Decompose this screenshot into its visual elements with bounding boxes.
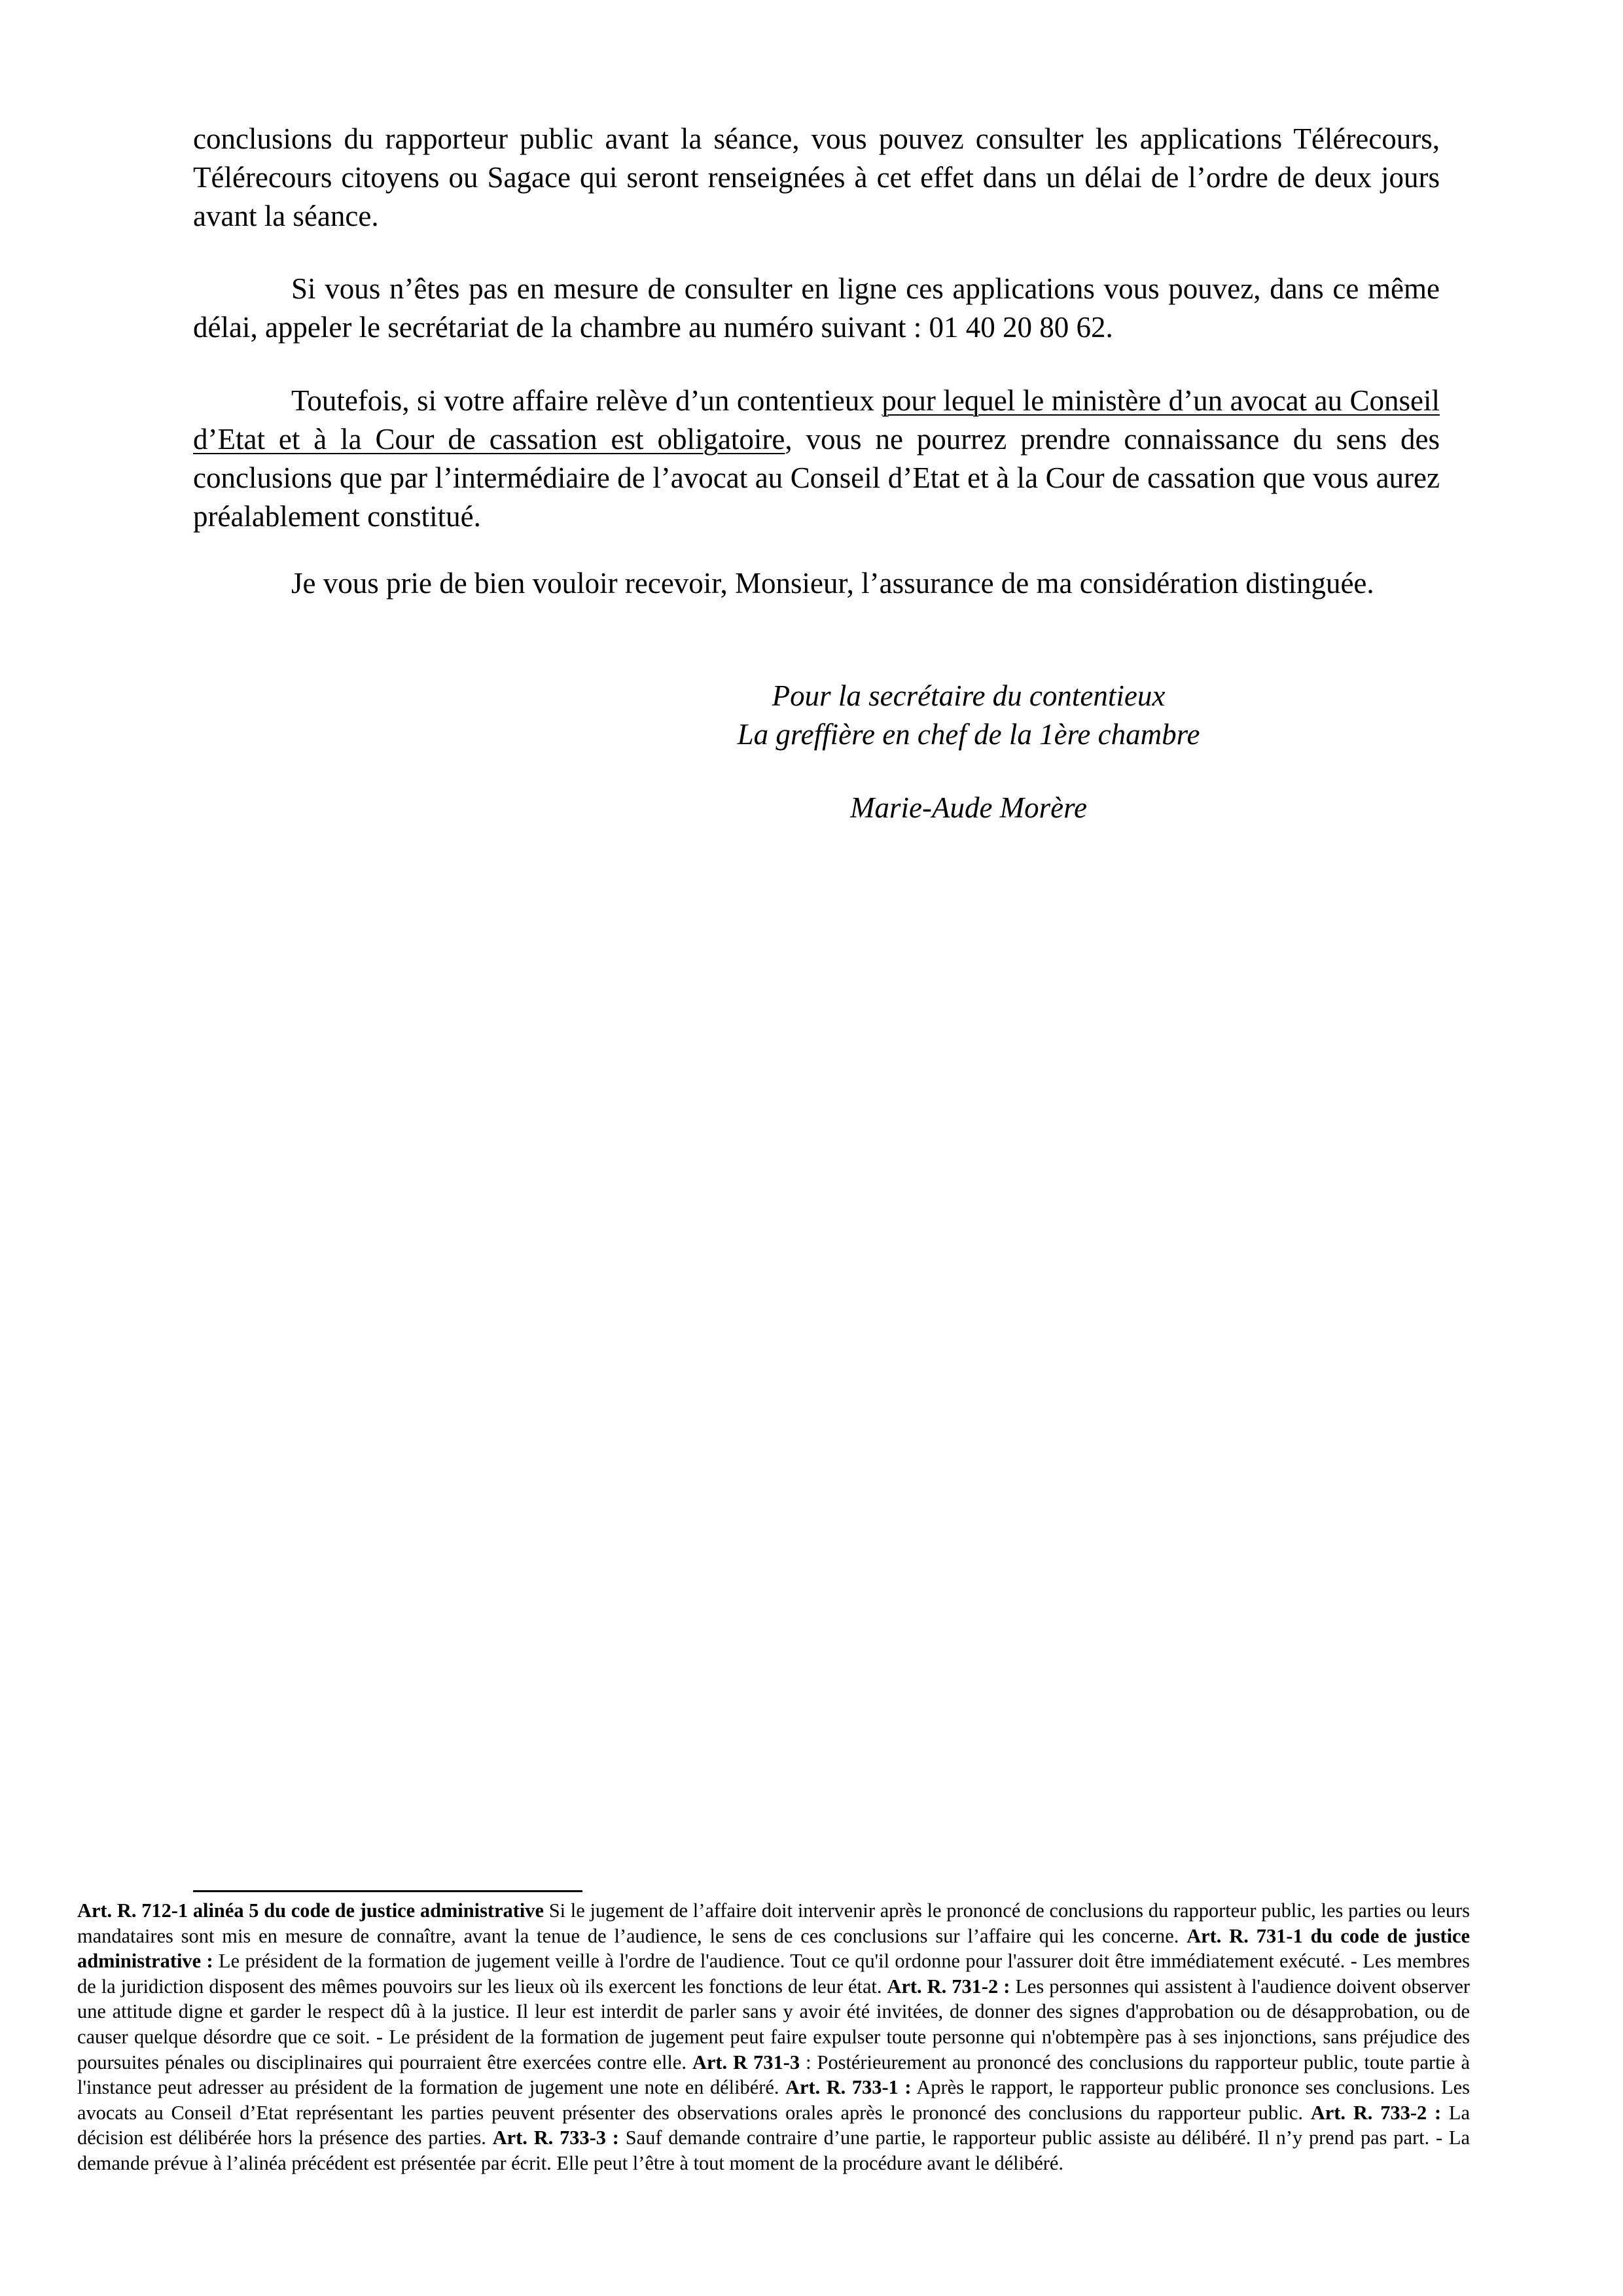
article-text: Après le rapport, le rapporteur public prononce ses conclusions. Les avocats au Conseil d’Etat représentant les parties peuvent présenter des observations orales après le prononcé des conclusions du rapporteur public. <box>77 2076 1470 2124</box>
article-ref: Art. R. 731-2 : <box>887 1975 1010 1998</box>
article-ref: Art. R. 733-3 : <box>492 2126 619 2149</box>
article-ref: Art. R. 712-1 alinéa 5 du code de justice administrative <box>77 1899 544 1922</box>
paragraph-closing-formula: Je vous prie de bien vouloir recevoir, Monsieur, l’assurance de ma considération distinguée. <box>291 567 1374 600</box>
article-text: La décision est délibérée hors la présence des parties. <box>77 2101 1470 2149</box>
article-ref: Art. R 731-3 <box>692 2051 800 2073</box>
signature-name: Marie-Aude Morère <box>850 791 1087 824</box>
paragraph-phone-contact: Si vous n’êtes pas en mesure de consulter en ligne ces applications vous pouvez, dans ce même délai, appeler le secrétariat de la chambre au numéro suivant : 01 40 20 80 62. <box>193 272 1440 344</box>
article-ref: Art. R. 733-2 : <box>1310 2101 1442 2124</box>
paragraph-avocat-end: , vous ne pourrez prendre connaissance du sens des conclusions que par l’intermédiaire de l’avocat au Conseil d’Etat et à la Cour de cassation que vous aurez préalablement constitué. <box>193 423 1440 533</box>
article-text: : Postérieurement au prononcé des conclusions du rapporteur public, toute partie à l'instance peut adresser au président de la formation de jugement une note en délibéré. <box>77 2051 1471 2099</box>
signature-role-line1: Pour la secrétaire du contentieux <box>772 679 1166 712</box>
underlined-avocat-requirement: pour lequel le ministère d’un avocat au Conseil d’Etat et à la Cour de cassation est obligatoire <box>193 384 1440 456</box>
article-text: Sauf demande contraire d’une partie, le rapporteur public assiste au délibéré. Il n’y prend pas part. - La demande prévue à l’alinéa précédent est présentée par écrit. Elle peut l’être à tout moment de la procédure avant le délibéré. <box>77 2126 1470 2174</box>
article-text: Si le jugement de l’affaire doit intervenir après le prononcé de conclusions du rapporteur public, les parties ou leurs mandataires sont mis en mesure de connaître, avant la tenue de l’audience, le sens de ces conclusions sur l’affaire qui les concerne. <box>77 1899 1470 1947</box>
paragraph-avocat-obligatoire <box>193 382 1440 536</box>
paragraph-conclusions-consultation: conclusions du rapporteur public avant la séance, vous pouvez consulter les applications Télérecours, Télérecours citoyens ou Sagace qui seront renseignées à cet effet dans un délai de l’ordre de deux jours avant la séance. <box>193 122 1440 232</box>
article-ref: Art. R. 731-1 du code de justice administrative : <box>77 1924 1470 1973</box>
article-text: Les personnes qui assistent à l'audience doivent observer une attitude digne et garder le respect dû à la justice. Il leur est interdit de parler sans y avoir été invitées, de donner des signes d'approbation ou de désapprobation, ou de causer quelque désordre que ce soit. - Le président de la formation de jugement peut faire expulser toute personne qui n'obtempère pas à ses injonctions, sans préjudice des poursuites pénales ou disciplinaires qui pourraient être exercées contre elle. <box>77 1975 1470 2073</box>
article-text: Le président de la formation de jugement veille à l'ordre de l'audience. Tout ce qu'il ordonne pour l'assurer doit être immédiatement exécuté. - Les membres de la juridiction disposent des mêmes pouvoirs sur les lieux où ils exercent les fonctions de leur état. <box>77 1950 1470 1998</box>
signature-role-line2: La greffière en chef de la 1ère chambre <box>737 718 1200 751</box>
footnote-separator <box>193 1890 582 1892</box>
article-ref: Art. R. 733-1 : <box>785 2076 912 2099</box>
footnote-legal-articles <box>77 1898 1470 2176</box>
paragraph-avocat-start: Toutefois, si votre affaire relève d’un contentieux <box>291 384 882 417</box>
